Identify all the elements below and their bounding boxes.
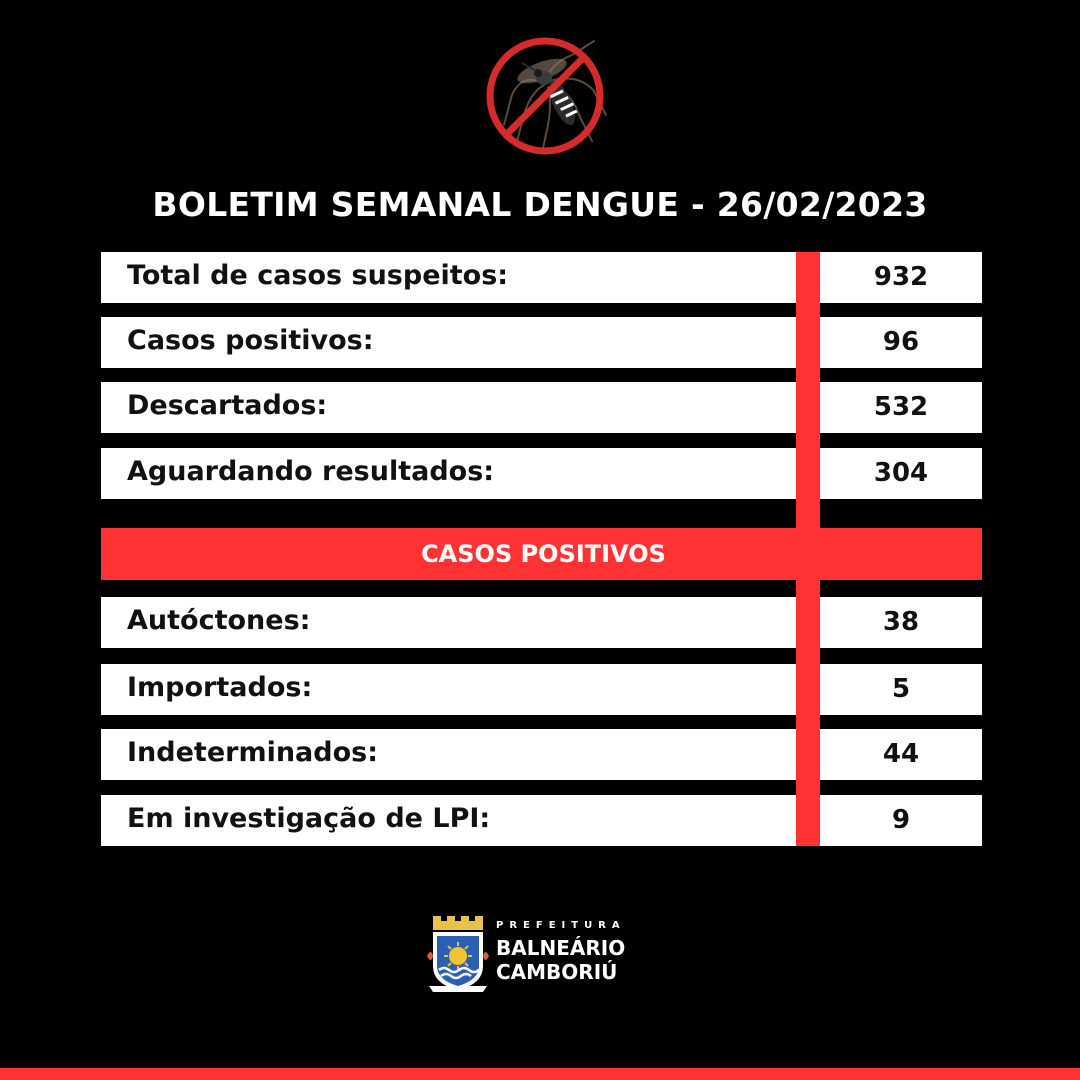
table-row	[101, 729, 982, 780]
column-divider	[796, 252, 820, 846]
row-value: 304	[873, 458, 929, 488]
row-value: 532	[873, 392, 929, 422]
row-label: Aguardando resultados:	[127, 456, 495, 487]
row-label: Total de casos suspeitos:	[127, 260, 509, 291]
section-header-positive-cases	[101, 528, 982, 580]
row-value: 5	[891, 674, 911, 704]
bulletin-title: BOLETIM SEMANAL DENGUE - 26/02/2023	[152, 185, 928, 224]
table-row	[101, 252, 982, 303]
table-row	[101, 448, 982, 499]
table-row	[101, 317, 982, 368]
table-row	[101, 597, 982, 648]
coat-of-arms-icon	[427, 912, 489, 996]
row-value: 96	[882, 327, 920, 357]
row-value: 38	[882, 607, 920, 637]
row-label: Importados:	[127, 672, 313, 703]
row-label: Casos positivos:	[127, 325, 374, 356]
logo-city-line1: BALNEÁRIO	[496, 936, 626, 960]
table-row	[101, 795, 982, 846]
row-label: Em investigação de LPI:	[127, 803, 491, 834]
row-value: 932	[873, 262, 929, 292]
logo-city-line2: CAMBORIÚ	[496, 960, 618, 984]
table-row	[101, 382, 982, 433]
bottom-red-stripe	[0, 1068, 1080, 1080]
no-mosquito-icon	[482, 33, 612, 163]
row-label: Descartados:	[127, 390, 328, 421]
logo-prefeitura-text: PREFEITURA	[496, 920, 626, 931]
row-label: Autóctones:	[127, 605, 311, 636]
prefeitura-logo	[427, 912, 667, 996]
table-row	[101, 664, 982, 715]
row-value: 44	[882, 739, 920, 769]
row-label: Indeterminados:	[127, 737, 379, 768]
row-value: 9	[891, 805, 911, 835]
section-label: CASOS POSITIVOS	[421, 540, 666, 568]
